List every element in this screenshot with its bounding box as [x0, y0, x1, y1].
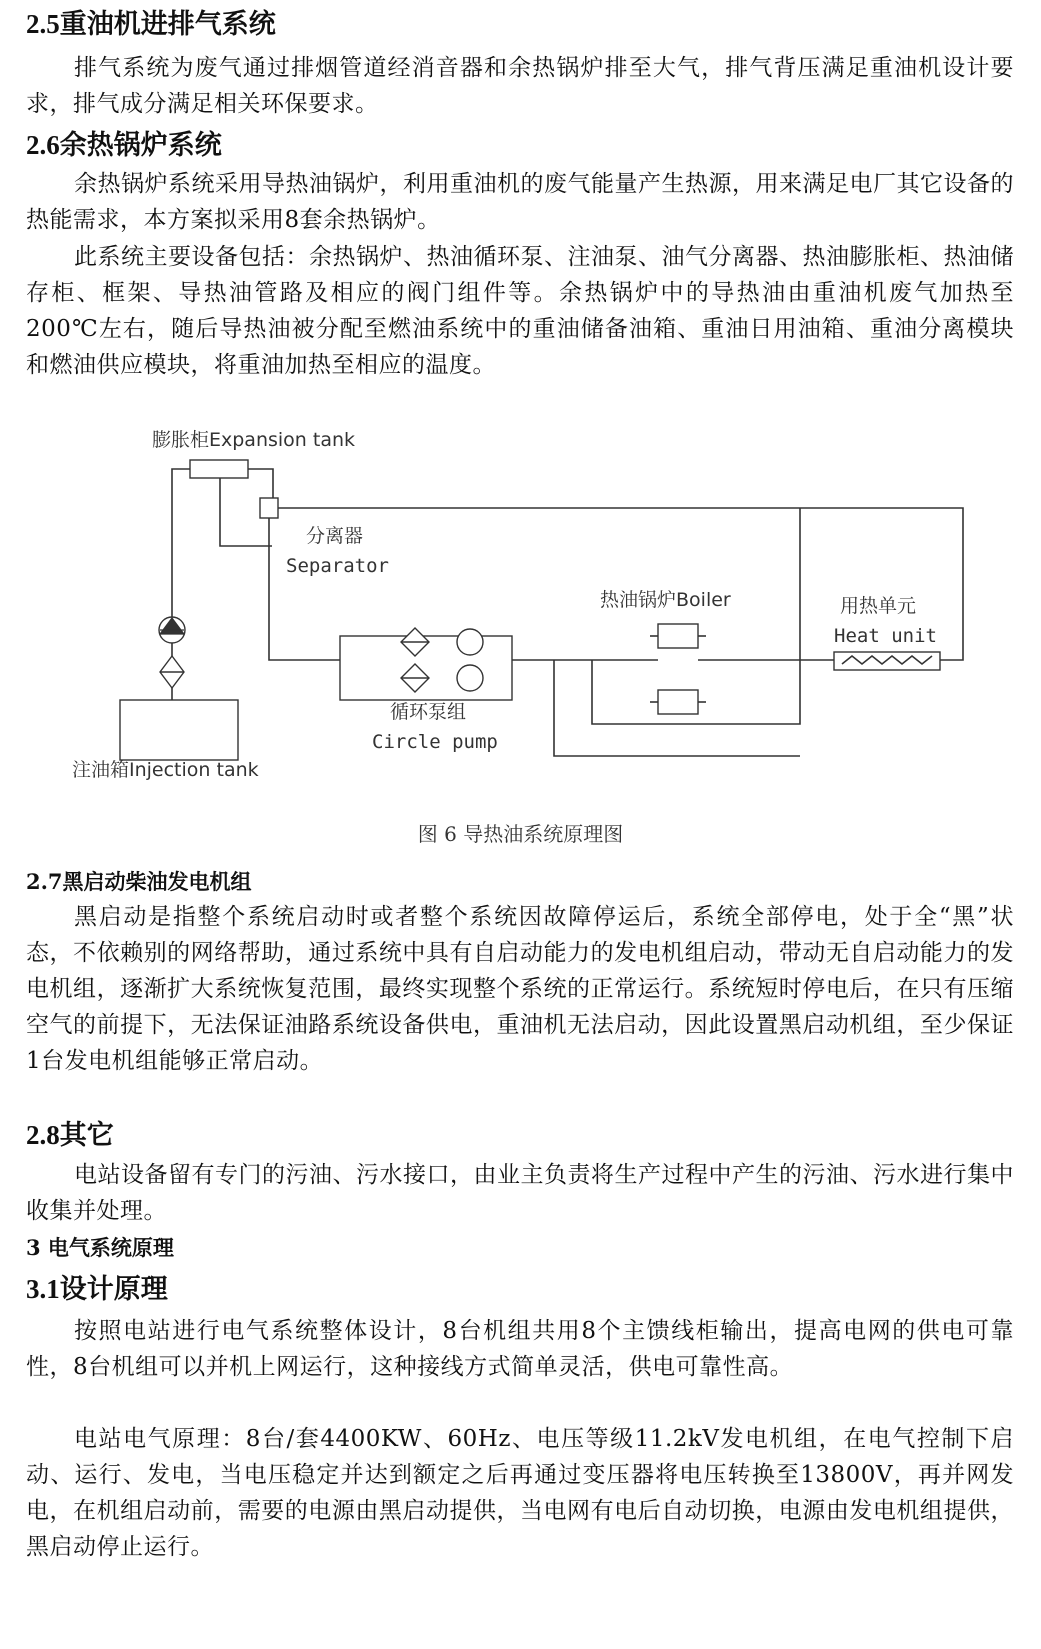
- paragraph-2-6-a: 余热锅炉系统采用导热油锅炉，利用重油机的废气能量产生热源，用来满足电厂其它设备的热能需求，本方案拟采用8套余热锅炉。: [26, 171, 1014, 233]
- heading-number: 2.5: [26, 9, 60, 39]
- heading-number: 2.6: [26, 130, 60, 160]
- boiler-1-box: [658, 624, 698, 648]
- injection-tank-box: [120, 700, 238, 760]
- heading-text: 重油机进排气系统: [59, 9, 276, 40]
- injection-tank-label: 注油箱Injection tank: [72, 759, 259, 781]
- expansion-tank-label: 膨胀柜Expansion tank: [152, 429, 356, 451]
- pipe-expansion-top: [248, 469, 273, 498]
- circle-pump-label-en: Circle pump: [372, 731, 498, 753]
- heading-3-1: [26, 1271, 168, 1308]
- diagram-svg: [60, 424, 1010, 790]
- heading-2-5: [26, 6, 276, 43]
- heat-unit-label-cn: 用热单元: [840, 595, 917, 617]
- separator-box: [260, 498, 278, 518]
- circle-pump-1-icon: [457, 629, 483, 655]
- circle-pump-label-cn: 循环泵组: [390, 701, 467, 723]
- boiler-2-box: [658, 690, 698, 714]
- paragraph-2-7: 黑启动是指整个系统启动时或者整个系统因故障停运后，系统全部停电，处于全“黑”状态，不依赖别的网络帮助，通过系统中具有自启动能力的发电机组启动，带动无自启动能力的发电机组，逐渐扩大系统恢复范围，最终实现整个系统的正常运行。系统短时停电后，在只有压缩空气的前提下，无法保证油路系统设备供电，重油机无法启动，因此设置黑启动机组，至少保证1台发电机组能够正常启动。: [26, 904, 1014, 1074]
- paragraph-2-8: 电站设备留有专门的污油、污水接口，由业主负责将生产过程中产生的污油、污水进行集中收集并处理。: [26, 1162, 1014, 1224]
- expansion-tank-box: [190, 460, 248, 478]
- heading-text: 设计原理: [59, 1274, 168, 1305]
- thermal-oil-system-diagram: [60, 424, 1010, 790]
- paragraph-3-1-b: 电站电气原理：8台/套4400KW、60Hz、电压等级11.2kV发电机组，在电气控制下启动、运行、发电，当电压稳定并达到额定之后再通过变压器将电压转换至13800V，再并网发电，在机组启动前，需要的电源由黑启动提供，当电网有电后自动切换，电源由发电机组提供，黑启动停止运行。: [26, 1426, 1014, 1560]
- heading-text: 余热锅炉系统: [59, 130, 222, 161]
- separator-label-cn: 分离器: [306, 525, 364, 547]
- heading-2-7: 2.7黑启动柴油发电机组: [26, 869, 252, 894]
- figure-caption: 图 6 导热油系统原理图: [417, 822, 624, 846]
- heading-number: 2.8: [26, 1120, 60, 1150]
- heading-2-8: [26, 1117, 114, 1154]
- heading-number: 3.1: [26, 1274, 60, 1304]
- separator-label-en: Separator: [286, 555, 389, 577]
- paragraph-2-5: 排气系统为废气通过排烟管道经消音器和余热锅炉排至大气，排气背压满足重油机设计要求，排气成分满足相关环保要求。: [26, 55, 1014, 117]
- heading-2-6: [26, 127, 222, 164]
- boiler-label: 热油锅炉Boiler: [600, 589, 731, 611]
- heading-3: 3 电气系统原理: [26, 1235, 174, 1260]
- circle-pump-2-icon: [457, 665, 483, 691]
- paragraph-3-1-a: 按照电站进行电气系统整体设计，8台机组共用8个主馈线柜输出，提高电网的供电可靠性，8台机组可以并机上网运行，这种接线方式简单灵活，供电可靠性高。: [26, 1318, 1014, 1380]
- paragraph-2-6-b: 此系统主要设备包括：余热锅炉、热油循环泵、注油泵、油气分离器、热油膨胀柜、热油储存柜、框架、导热油管路及相应的阀门组件等。余热锅炉中的导热油由重油机废气加热至200℃左右，随后导热油被分配至燃油系统中的重油储备油箱、重油日用油箱、重油分离模块和燃油供应模块，将重油加热至相应的温度。: [26, 244, 1014, 378]
- heading-text: 其它: [59, 1120, 114, 1151]
- heat-unit-label-en: Heat unit: [834, 625, 937, 647]
